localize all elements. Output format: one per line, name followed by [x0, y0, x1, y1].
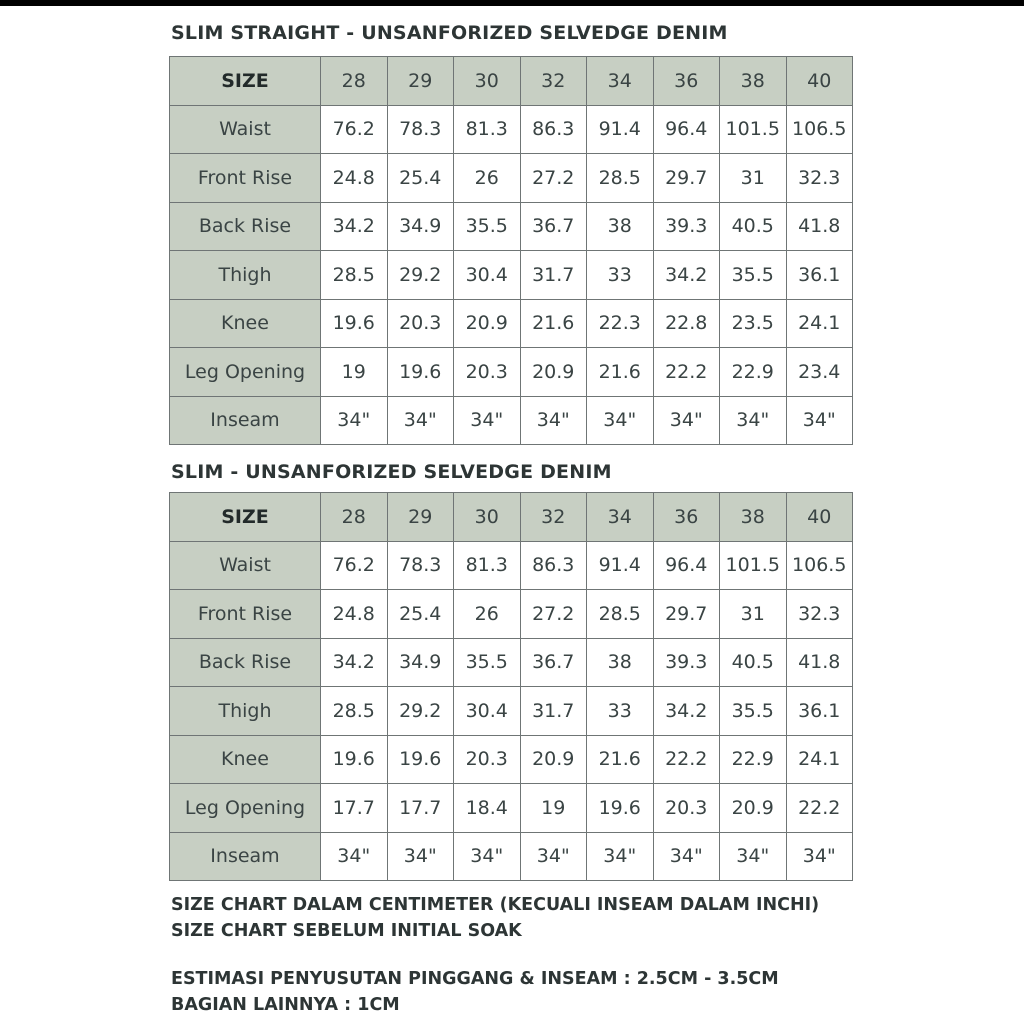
measurement-value: 76.2 [321, 105, 388, 154]
measurement-value: 34.2 [321, 202, 388, 251]
size-header-cell: 40 [786, 493, 853, 542]
measurement-label: Waist [170, 105, 321, 154]
measurement-value: 34" [387, 832, 454, 881]
table-row [170, 299, 853, 348]
measurement-value: 20.3 [454, 348, 521, 397]
measurement-value: 20.9 [520, 348, 587, 397]
measurement-value: 78.3 [387, 105, 454, 154]
measurement-value: 86.3 [520, 541, 587, 590]
measurement-value: 78.3 [387, 541, 454, 590]
table-row [170, 251, 853, 300]
measurement-value: 39.3 [653, 638, 720, 687]
measurement-value: 19.6 [321, 299, 388, 348]
table-row [170, 541, 853, 590]
measurement-value: 40.5 [720, 202, 787, 251]
table-row [170, 396, 853, 445]
size-header-label: SIZE [170, 57, 321, 106]
measurement-label: Leg Opening [170, 784, 321, 833]
table-row [170, 105, 853, 154]
measurement-value: 17.7 [321, 784, 388, 833]
size-header-row [170, 493, 853, 542]
measurement-value: 20.9 [454, 299, 521, 348]
measurement-value: 106.5 [786, 541, 853, 590]
measurement-value: 34" [454, 396, 521, 445]
table-title-slim-straight: SLIM STRAIGHT - UNSANFORIZED SELVEDGE DENIM [171, 22, 728, 44]
measurement-value: 29.7 [653, 590, 720, 639]
measurement-label: Knee [170, 735, 321, 784]
measurement-value: 20.9 [520, 735, 587, 784]
measurement-value: 81.3 [454, 541, 521, 590]
measurement-value: 35.5 [454, 202, 521, 251]
measurement-value: 28.5 [587, 154, 654, 203]
measurement-value: 27.2 [520, 154, 587, 203]
size-header-cell: 28 [321, 493, 388, 542]
measurement-label: Thigh [170, 687, 321, 736]
measurement-value: 41.8 [786, 638, 853, 687]
size-header-cell: 40 [786, 57, 853, 106]
measurement-value: 34" [653, 832, 720, 881]
measurement-value: 26 [454, 154, 521, 203]
measurement-value: 31 [720, 590, 787, 639]
measurement-value: 36.1 [786, 251, 853, 300]
measurement-value: 34" [454, 832, 521, 881]
size-header-cell: 36 [653, 57, 720, 106]
measurement-value: 34" [520, 396, 587, 445]
table-row [170, 348, 853, 397]
measurement-label: Front Rise [170, 590, 321, 639]
measurement-value: 28.5 [587, 590, 654, 639]
measurement-value: 33 [587, 687, 654, 736]
measurement-value: 20.3 [454, 735, 521, 784]
size-header-cell: 30 [454, 493, 521, 542]
measurement-value: 34" [653, 396, 720, 445]
measurement-value: 86.3 [520, 105, 587, 154]
measurement-value: 30.4 [454, 687, 521, 736]
measurement-value: 22.8 [653, 299, 720, 348]
measurement-value: 19 [321, 348, 388, 397]
table-row [170, 735, 853, 784]
measurement-value: 24.8 [321, 154, 388, 203]
measurement-value: 22.2 [786, 784, 853, 833]
size-header-row [170, 57, 853, 106]
measurement-value: 21.6 [587, 735, 654, 784]
measurement-value: 29.2 [387, 251, 454, 300]
top-border-bar [0, 0, 1024, 6]
shrinkage-notes [171, 966, 779, 1018]
measurement-label: Inseam [170, 396, 321, 445]
measurement-value: 21.6 [587, 348, 654, 397]
measurement-value: 106.5 [786, 105, 853, 154]
measurement-value: 81.3 [454, 105, 521, 154]
measurement-value: 36.7 [520, 638, 587, 687]
measurement-value: 36.7 [520, 202, 587, 251]
measurement-value: 24.1 [786, 735, 853, 784]
table-row [170, 202, 853, 251]
measurement-value: 32.3 [786, 590, 853, 639]
measurement-value: 29.7 [653, 154, 720, 203]
measurement-value: 101.5 [720, 541, 787, 590]
table-row [170, 784, 853, 833]
measurement-value: 39.3 [653, 202, 720, 251]
measurement-value: 31.7 [520, 687, 587, 736]
measurement-value: 34.2 [321, 638, 388, 687]
measurement-value: 41.8 [786, 202, 853, 251]
measurement-value: 19.6 [387, 735, 454, 784]
measurement-value: 36.1 [786, 687, 853, 736]
measurement-label: Back Rise [170, 202, 321, 251]
measurement-value: 34" [786, 832, 853, 881]
size-chart-table-slim-straight [169, 56, 853, 445]
measurement-value: 35.5 [454, 638, 521, 687]
note-before-soak: SIZE CHART SEBELUM INITIAL SOAK [171, 921, 522, 941]
measurement-value: 24.1 [786, 299, 853, 348]
measurement-value: 25.4 [387, 590, 454, 639]
measurement-value: 34.2 [653, 687, 720, 736]
size-header-cell: 30 [454, 57, 521, 106]
measurement-value: 34" [786, 396, 853, 445]
measurement-value: 20.3 [387, 299, 454, 348]
measurement-value: 23.4 [786, 348, 853, 397]
size-header-cell: 32 [520, 493, 587, 542]
measurement-value: 25.4 [387, 154, 454, 203]
measurement-value: 34.9 [387, 638, 454, 687]
measurement-value: 21.6 [520, 299, 587, 348]
measurement-value: 27.2 [520, 590, 587, 639]
measurement-value: 28.5 [321, 251, 388, 300]
measurement-value: 22.3 [587, 299, 654, 348]
measurement-value: 19.6 [387, 348, 454, 397]
measurement-value: 18.4 [454, 784, 521, 833]
size-header-cell: 34 [587, 493, 654, 542]
measurement-value: 34" [387, 396, 454, 445]
note-unit: SIZE CHART DALAM CENTIMETER (KECUALI INSEAM DALAM INCHI) [171, 895, 820, 915]
measurement-value: 91.4 [587, 541, 654, 590]
size-header-cell: 29 [387, 493, 454, 542]
measurement-value: 19 [520, 784, 587, 833]
table-title-slim: SLIM - UNSANFORIZED SELVEDGE DENIM [171, 461, 612, 483]
measurement-value: 28.5 [321, 687, 388, 736]
measurement-value: 34.2 [653, 251, 720, 300]
measurement-value: 26 [454, 590, 521, 639]
measurement-value: 34" [520, 832, 587, 881]
measurement-value: 33 [587, 251, 654, 300]
measurement-value: 22.9 [720, 735, 787, 784]
measurement-value: 101.5 [720, 105, 787, 154]
measurement-value: 31 [720, 154, 787, 203]
measurement-value: 22.2 [653, 348, 720, 397]
size-header-cell: 29 [387, 57, 454, 106]
measurement-value: 19.6 [587, 784, 654, 833]
measurement-value: 30.4 [454, 251, 521, 300]
measurement-value: 23.5 [720, 299, 787, 348]
measurement-value: 34" [720, 396, 787, 445]
table-row [170, 638, 853, 687]
note-shrinkage-other: BAGIAN LAINNYA : 1CM [171, 995, 400, 1015]
measurement-value: 34" [587, 396, 654, 445]
table-row [170, 687, 853, 736]
size-header-cell: 38 [720, 493, 787, 542]
measurement-value: 20.9 [720, 784, 787, 833]
measurement-value: 32.3 [786, 154, 853, 203]
measurement-value: 17.7 [387, 784, 454, 833]
measurement-value: 35.5 [720, 251, 787, 300]
measurement-value: 38 [587, 202, 654, 251]
table-row [170, 590, 853, 639]
measurement-value: 76.2 [321, 541, 388, 590]
measurement-value: 34" [321, 396, 388, 445]
size-header-cell: 34 [587, 57, 654, 106]
measurement-value: 96.4 [653, 105, 720, 154]
measurement-label: Leg Opening [170, 348, 321, 397]
measurement-value: 34" [720, 832, 787, 881]
size-header-cell: 28 [321, 57, 388, 106]
measurement-label: Waist [170, 541, 321, 590]
table-row [170, 154, 853, 203]
size-header-cell: 36 [653, 493, 720, 542]
size-chart-notes [171, 892, 819, 944]
size-header-cell: 32 [520, 57, 587, 106]
measurement-value: 22.9 [720, 348, 787, 397]
measurement-label: Inseam [170, 832, 321, 881]
measurement-value: 34" [321, 832, 388, 881]
measurement-label: Front Rise [170, 154, 321, 203]
measurement-value: 22.2 [653, 735, 720, 784]
measurement-value: 91.4 [587, 105, 654, 154]
measurement-value: 38 [587, 638, 654, 687]
measurement-value: 40.5 [720, 638, 787, 687]
measurement-value: 19.6 [321, 735, 388, 784]
measurement-label: Back Rise [170, 638, 321, 687]
measurement-value: 34" [587, 832, 654, 881]
measurement-label: Knee [170, 299, 321, 348]
size-header-cell: 38 [720, 57, 787, 106]
table-row [170, 832, 853, 881]
measurement-value: 29.2 [387, 687, 454, 736]
measurement-value: 20.3 [653, 784, 720, 833]
measurement-label: Thigh [170, 251, 321, 300]
measurement-value: 96.4 [653, 541, 720, 590]
measurement-value: 35.5 [720, 687, 787, 736]
size-chart-table-slim [169, 492, 853, 881]
measurement-value: 24.8 [321, 590, 388, 639]
note-shrinkage-waist-inseam: ESTIMASI PENYUSUTAN PINGGANG & INSEAM : 2.5CM - 3.5CM [171, 969, 779, 989]
measurement-value: 31.7 [520, 251, 587, 300]
size-header-label: SIZE [170, 493, 321, 542]
measurement-value: 34.9 [387, 202, 454, 251]
